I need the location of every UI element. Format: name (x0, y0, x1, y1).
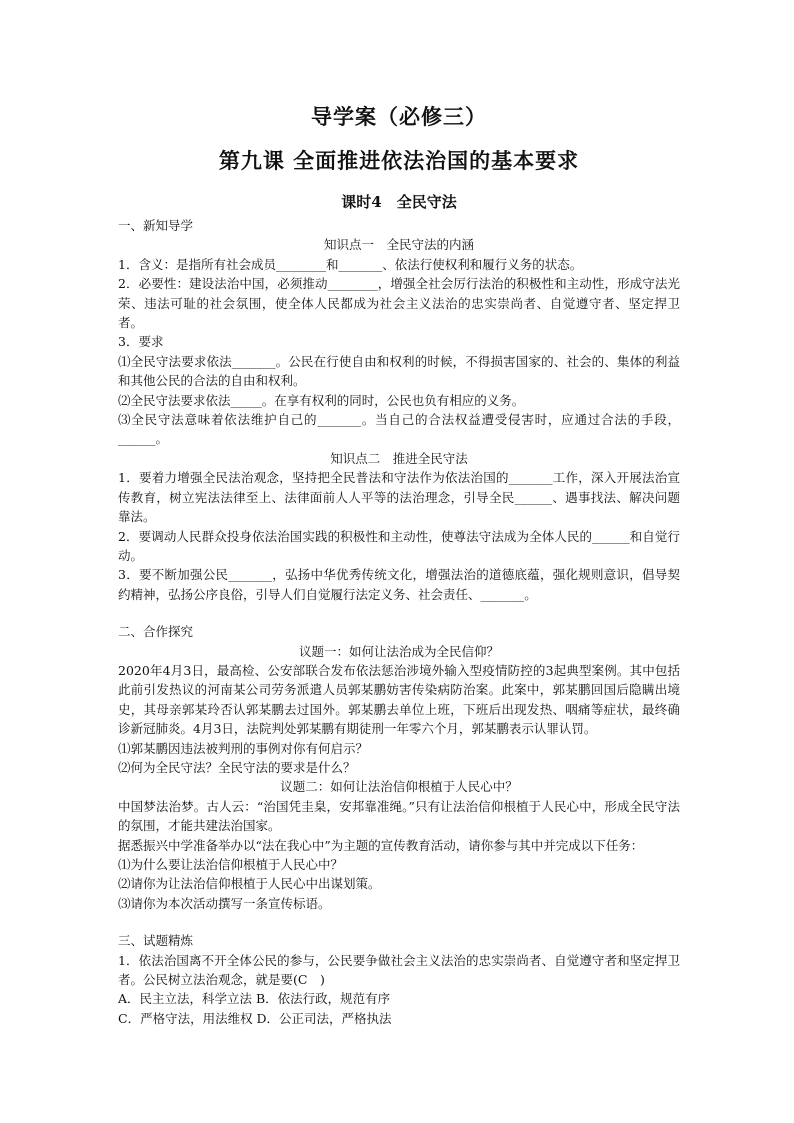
knowledge-point-2-title: 知识点二 推进全民守法 (330, 450, 468, 466)
kp1-line: ⑴全民守法要求依法_______。公民在行使自由和权利的时候，不得损害国家的、社会的、集体的利益和其他公民的合法的自由和权利。 (118, 353, 680, 389)
kp2-line: 3．要不断加强公民_______，弘扬中华优秀传统文化，增强法治的道德底蕴，强化规则意识，倡导契约精神，弘扬公序良俗，引导人们自觉履行法定义务、社会责任、_______。 (118, 567, 680, 602)
section-heading-new-knowledge: 一、新知导学 (118, 218, 194, 233)
question-line: 1．依法治国离不开全体公民的参与，公民要争做社会主义法治的忠实崇尚者、自觉遵守者和坚定捍卫者。公民树立法治观念，就是要(C ) (118, 952, 680, 988)
topic2-line: ⑴为什么要让法治信仰根植于人民心中？ (118, 857, 344, 872)
kp2-line: 2．要调动人民群众投身依法治国实践的积极性和主动性，使尊法守法成为全体人民的______和自觉行动。 (118, 528, 680, 563)
document-content (118, 100, 680, 1028)
knowledge-point-1-title: 知识点一 全民守法的内涵 (323, 237, 474, 253)
topic-2-title: 议题二：如何让法治信仰根植于人民心中？ (280, 779, 518, 795)
topic2-line: ⑵请你为让法治信仰根植于人民心中出谋划策。 (118, 876, 381, 892)
section-heading-exercises: 三、试题精炼 (118, 933, 194, 949)
kp1-line: ⑶全民守法意味着依法维护自己的_______。当自己的合法权益遭受侵害时，应通过合法的手段，______。 (118, 412, 680, 447)
topic2-line: ⑶请你为本次活动撰写一条宣传标语。 (118, 895, 331, 911)
topic1-line: ⑵何为全民守法？全民守法的要求是什么？ (118, 759, 356, 775)
kp2-line: 1．要着力增强全民法治观念，坚持把全民普法和守法作为依法治国的_______工作，深入开展法治宣传教育，树立宪法法律至上、法律面前人人平等的法治理念，引导全民______、遇事找法、解决问题靠法。 (118, 470, 680, 525)
kp1-line: 1．含义：是指所有社会成员________和_______、依法行使权利和履行义务的状态。 (118, 256, 583, 272)
question-option-line: C．严格守法，用法维权 D．公正司法，严格执法 (118, 1010, 392, 1026)
kp1-line: ⑵全民守法要求依法_____。在享有权利的同时，公民也负有相应的义务。 (118, 392, 525, 408)
topic-1-title: 议题一：如何让法治成为全民信仰？ (298, 643, 499, 659)
lesson-title: 第九课 全面推进依法治国的基本要求 (218, 148, 580, 173)
topic1-line: 2020年4月3日，最高检、公安部联合发布依法惩治涉境外输入型疫情防控的3起典型案例。其中包括此前引发热议的河南某公司劳务派遣人员郭某鹏妨害传染病防治案。此案中，郭某鹏回国后隐瞒出境史，其母亲郭某玲否认郭某鹏去过国外。郭某鹏去单位上班，下班后出现发热、咽痛等症状，最终确诊新冠肺炎。4月3日，法院判处郭某鹏有期徒刑一年零六个月，郭某鹏表示认罪认罚。 (118, 662, 680, 737)
topic1-line: ⑴郭某鹏因违法被判刑的事例对你有何启示？ (118, 740, 369, 756)
topic2-line: 据悉振兴中学准备举办以“法在我心中”为主题的宣传教育活动，请你参与其中并完成以下任务： (118, 837, 644, 853)
topic2-line: 中国梦法治梦。古人云：“治国凭圭臬，安邦靠准绳。”只有让法治信仰根植于人民心中，形成全民守法的氛围，才能共建法治国家。 (118, 798, 680, 834)
section-heading-cooperative-inquiry: 二、合作探究 (118, 624, 194, 640)
document-title: 导学案（必修三） (311, 104, 487, 129)
kp1-line: 3．要求 (118, 334, 164, 350)
kp1-line: 2．必要性：建设法治中国，必须推动________，增强全社会厉行法治的积极性和主动性，形成守法光荣、违法可耻的社会氛围，使全体人民都成为社会主义法治的忠实崇尚者、自觉遵守者、坚定捍卫者。 (118, 276, 680, 331)
period-title: 课时4 全民守法 (341, 193, 457, 211)
question-option-line: A．民主立法，科学立法 B．依法行政，规范有序 (118, 991, 391, 1007)
